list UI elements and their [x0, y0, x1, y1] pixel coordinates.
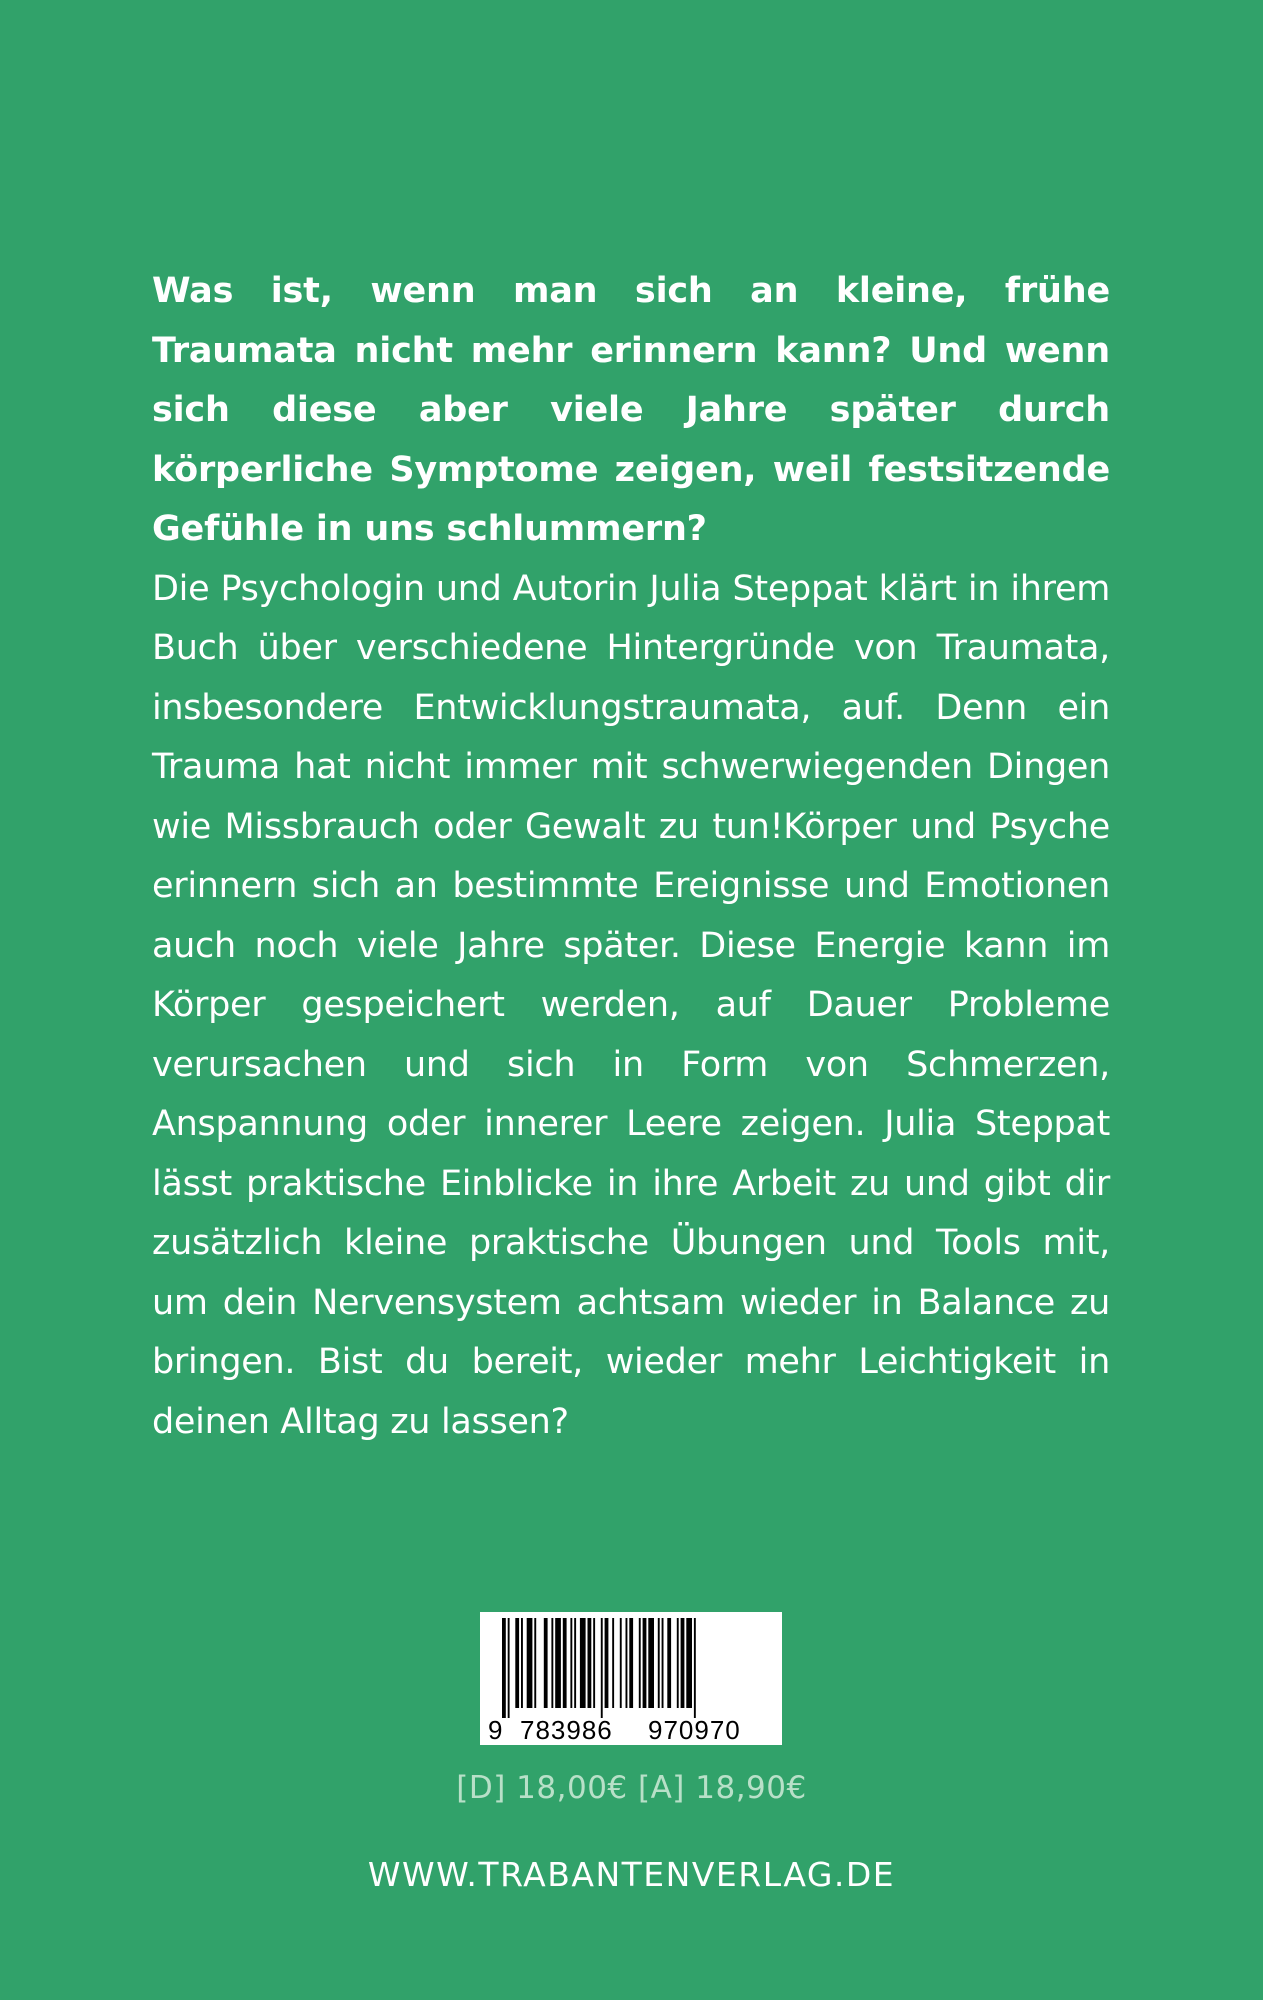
- barcode-bar: [648, 1618, 654, 1708]
- barcode-bar: [601, 1618, 603, 1718]
- barcode-bar: [643, 1618, 647, 1708]
- barcode-bar: [686, 1618, 692, 1708]
- barcode-bar: [588, 1618, 592, 1708]
- barcode-bar: [629, 1618, 633, 1708]
- barcode-bar: [544, 1618, 548, 1708]
- barcode-bar: [667, 1618, 671, 1708]
- barcode-bar: [580, 1618, 586, 1708]
- barcode-bar: [694, 1618, 696, 1718]
- barcode-bar: [515, 1618, 519, 1708]
- barcode-bar: [681, 1618, 685, 1708]
- blurb-body: Die Psychologin und Autorin Julia Steppat klärt in ihrem Buch über verschiedene Hintergründe von Traumata, insbesondere Entwicklungstraumata, auf. Denn ein Trauma hat nicht immer mit schwerwiegenden Dingen wie Missbrauch oder Gewalt zu tun!Körper und Psyche erinnern sich an bestimmte Ereignisse und Emotionen auch noch viele Jahre später. Diese Energie kann im Körper gespeichert werden, auf Dauer Probleme verursachen und sich in Form von Schmerzen, Anspannung oder innerer Leere zeigen. Julia Steppat lässt praktische Einblicke in ihre Arbeit zu und gibt dir zusätzlich kleine praktische Übungen und Tools mit, um dein Nervensystem achtsam wieder in Balance zu bringen. Bist du bereit, wieder mehr Leichtigkeit in deinen Alltag zu lassen?: [152, 568, 1110, 1442]
- barcode-bar: [662, 1618, 664, 1708]
- blurb-intro: Was ist, wenn man sich an kleine, frühe Traumata nicht mehr erinnern kann? Und wenn sich diese aber viele Jahre später durch körperliche Symptome zeigen, weil festsitzende Gefühle in uns schlummern?: [152, 271, 1110, 549]
- barcode-first-digit: 9: [488, 1715, 503, 1745]
- barcode-bar: [570, 1618, 572, 1708]
- barcode-bar: [639, 1618, 641, 1708]
- barcode-bar: [593, 1618, 595, 1708]
- barcode-left-digits: 783986: [520, 1715, 613, 1745]
- barcode-bar: [527, 1618, 533, 1708]
- price-label: [D] 18,00€ [A] 18,90€: [456, 1770, 807, 1806]
- barcode-graphic: [480, 1612, 782, 1745]
- barcode-right-digits: 970970: [648, 1715, 741, 1745]
- barcode-bar: [574, 1618, 576, 1708]
- barcode-bar: [521, 1618, 523, 1708]
- barcode-bar: [658, 1618, 660, 1708]
- barcode-bar: [612, 1618, 614, 1708]
- isbn-barcode: [480, 1612, 782, 1745]
- barcode-bar: [502, 1618, 506, 1718]
- barcode-bar: [555, 1618, 561, 1708]
- barcode-bar: [551, 1618, 553, 1708]
- barcode-bar: [508, 1618, 510, 1718]
- barcode-bar: [563, 1618, 567, 1708]
- barcode-bar: [677, 1618, 679, 1708]
- barcode-bar: [620, 1618, 622, 1708]
- barcode-bar: [605, 1618, 609, 1708]
- publisher-website: WWW.TRABANTENVERLAG.DE: [367, 1855, 896, 1894]
- blurb: [152, 262, 1110, 1452]
- barcode-bar: [534, 1618, 536, 1708]
- barcode-bar: [626, 1618, 628, 1708]
